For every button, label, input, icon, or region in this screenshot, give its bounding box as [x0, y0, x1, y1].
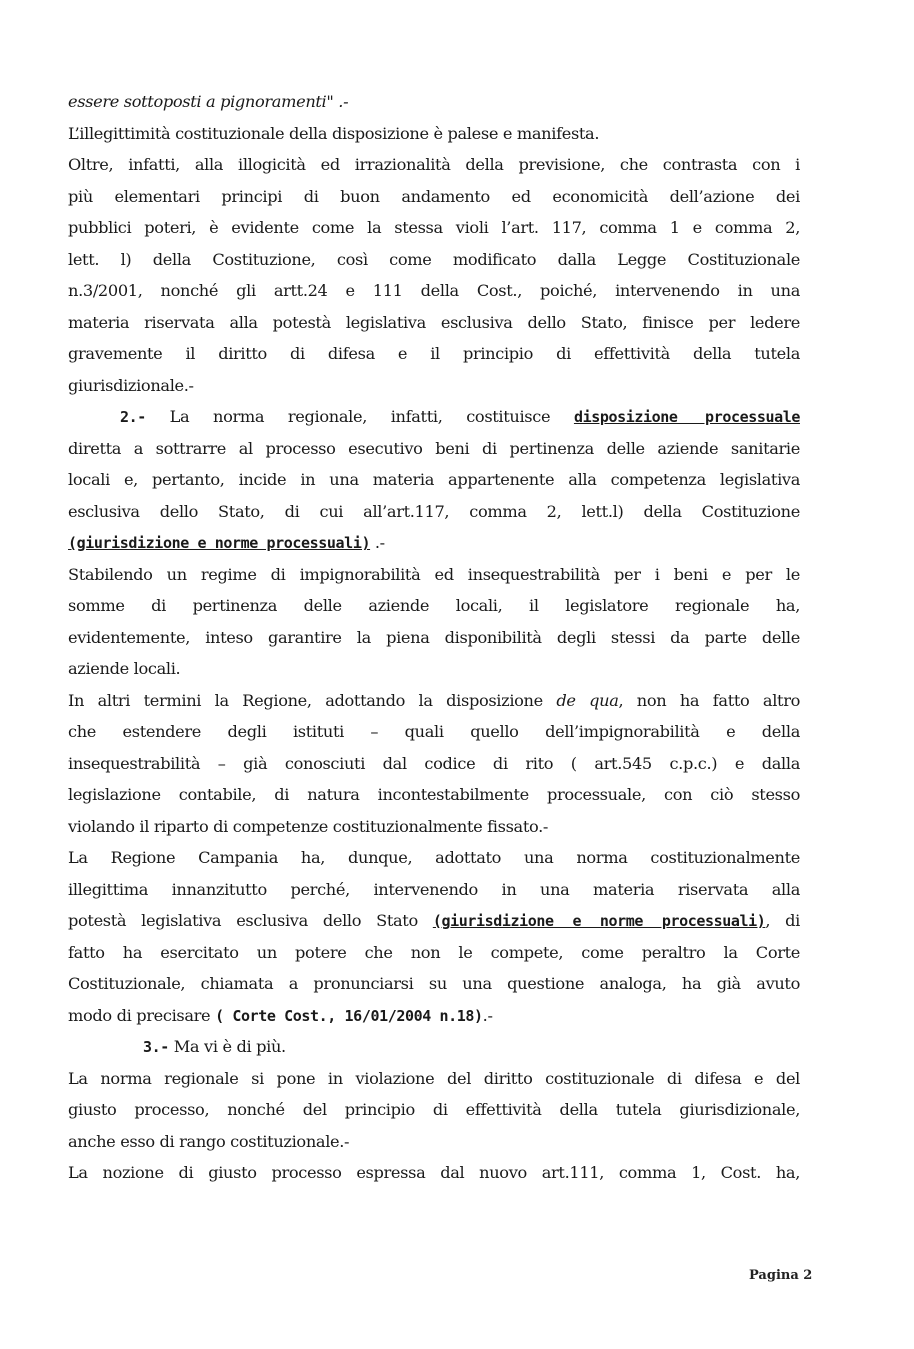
text-run: , di	[765, 911, 800, 930]
text-line	[68, 338, 800, 370]
text-run: aziende locali.	[68, 659, 181, 678]
bold-text: 2.-	[120, 408, 146, 426]
text-line	[68, 212, 800, 244]
text-line	[68, 937, 800, 969]
text-line	[68, 433, 800, 465]
text-line	[68, 149, 800, 181]
text-run: anche esso di rango costituzionale.-	[68, 1131, 350, 1151]
text-line	[68, 1126, 800, 1158]
text-line	[68, 653, 800, 685]
page-number: Pagina 2	[749, 1268, 813, 1283]
text-line	[68, 496, 800, 528]
text-run: giurisdizionale.-	[68, 375, 194, 395]
text-run: materia riservata alla potestà legislativa esclusiva dello Stato, finisce per ledere	[68, 312, 800, 332]
text-line	[68, 811, 800, 843]
text-run: Ma vi è di più.	[168, 1037, 286, 1056]
text-line	[68, 968, 800, 1000]
text-run: Stabilendo un regime di impignorabilità ed insequestrabilità per i beni e per le	[68, 564, 800, 584]
text-line	[68, 1094, 800, 1126]
text-run: legislazione contabile, di natura incontestabilmente processuale, con ciò stesso	[68, 785, 800, 804]
text-line	[68, 842, 800, 874]
text-run: evidentemente, inteso garantire la piena disponibilità degli stessi da parte delle	[68, 627, 800, 647]
text-run: locali e, pertanto, incide in una materia appartenente alla competenza legislativa	[68, 470, 800, 489]
text-run: pubblici poteri, è evidente come la stessa violi l’art. 117, comma 1 e comma 2,	[68, 218, 800, 237]
text-line	[68, 1063, 800, 1095]
text-line	[68, 527, 800, 559]
text-run: La norma regionale si pone in violazione del diritto costituzionale di difesa e del	[68, 1068, 800, 1088]
text-line	[68, 874, 800, 906]
text-run: che estendere degli istituti – quali quello dell’impignorabilità e della	[68, 722, 800, 741]
text-run: .-	[370, 533, 385, 552]
text-line	[68, 181, 800, 213]
text-run: somme di pertinenza delle aziende locali, il legislatore regionale ha,	[68, 596, 800, 615]
text-line	[68, 275, 800, 307]
emphasized-text: (giurisdizione e norme processuali)	[432, 912, 766, 930]
text-line	[68, 1031, 800, 1063]
text-run: illegittima innanzitutto perché, intervenendo in una materia riservata alla	[68, 879, 800, 899]
text-line	[68, 748, 800, 780]
text-run: lett. l) della Costituzione, così come modificato dalla Legge Costituzionale	[68, 249, 800, 269]
text-run: insequestrabilità – già conosciuti dal codice di rito ( art.545 c.p.c.) e dalla	[68, 753, 800, 773]
text-run: .-	[482, 1005, 493, 1025]
bold-text: ( Corte Cost., 16/01/2004 n.18)	[215, 1006, 483, 1025]
text-line	[68, 779, 800, 811]
text-run: potestà legislativa esclusiva dello Stato	[68, 911, 433, 930]
text-line	[68, 370, 800, 402]
text-line	[68, 716, 800, 748]
text-line	[68, 244, 800, 276]
text-run: Oltre, infatti, alla illogicità ed irrazionalità della previsione, che contrasta con i	[68, 155, 800, 174]
text-run: diretta a sottrarre al processo esecutivo beni di pertinenza delle aziende sanitarie	[68, 438, 800, 458]
text-run: modo di precisare	[68, 1005, 216, 1025]
text-run: gravemente il diritto di difesa e il principio di effettività della tutela	[68, 344, 800, 363]
text-line	[68, 307, 800, 339]
text-line	[68, 464, 800, 496]
italic-text: essere sottoposti a pignoramenti" .-	[68, 92, 349, 111]
text-line	[68, 905, 800, 937]
text-line	[68, 685, 800, 717]
document-body	[68, 86, 800, 1189]
text-run: più elementari principi di buon andamento ed economicità dell’azione dei	[68, 186, 800, 206]
text-line	[68, 559, 800, 591]
bold-text: 3.-	[143, 1038, 169, 1056]
text-run: , non ha fatto altro	[618, 690, 800, 710]
text-run: La nozione di giusto processo espressa dal nuovo art.111, comma 1, Cost. ha,	[68, 1163, 800, 1182]
text-run: L’illegittimità costituzionale della disposizione è palese e manifesta.	[68, 123, 600, 143]
text-run: giusto processo, nonché del principio di effettività della tutela giurisdizionale,	[68, 1100, 800, 1119]
text-run: In altri termini la Regione, adottando la disposizione	[68, 690, 557, 710]
emphasized-text: (giurisdizione e norme processuali)	[68, 534, 371, 552]
text-run: esclusiva dello Stato, di cui all’art.117, comma 2, lett.l) della Costituzione	[68, 501, 800, 521]
italic-text: de qua	[556, 690, 619, 710]
text-line	[68, 1000, 800, 1032]
text-line	[68, 118, 800, 150]
text-line	[68, 86, 800, 118]
text-run: n.3/2001, nonché gli artt.24 e 111 della Cost., poiché, intervenendo in una	[68, 281, 800, 300]
text-line	[68, 1157, 800, 1189]
text-run: violando il riparto di competenze costituzionalmente fissato.-	[68, 816, 549, 836]
text-run: fatto ha esercitato un potere che non le compete, come peraltro la Corte	[68, 942, 800, 962]
text-run: La norma regionale, infatti, costituisce	[145, 407, 574, 426]
text-line	[68, 401, 800, 433]
text-line	[68, 622, 800, 654]
text-run: Costituzionale, chiamata a pronunciarsi su una questione analoga, ha già avuto	[68, 974, 800, 993]
emphasized-text: disposizione processuale	[573, 408, 800, 426]
text-line	[68, 590, 800, 622]
text-run: La Regione Campania ha, dunque, adottato una norma costituzionalmente	[68, 848, 800, 867]
